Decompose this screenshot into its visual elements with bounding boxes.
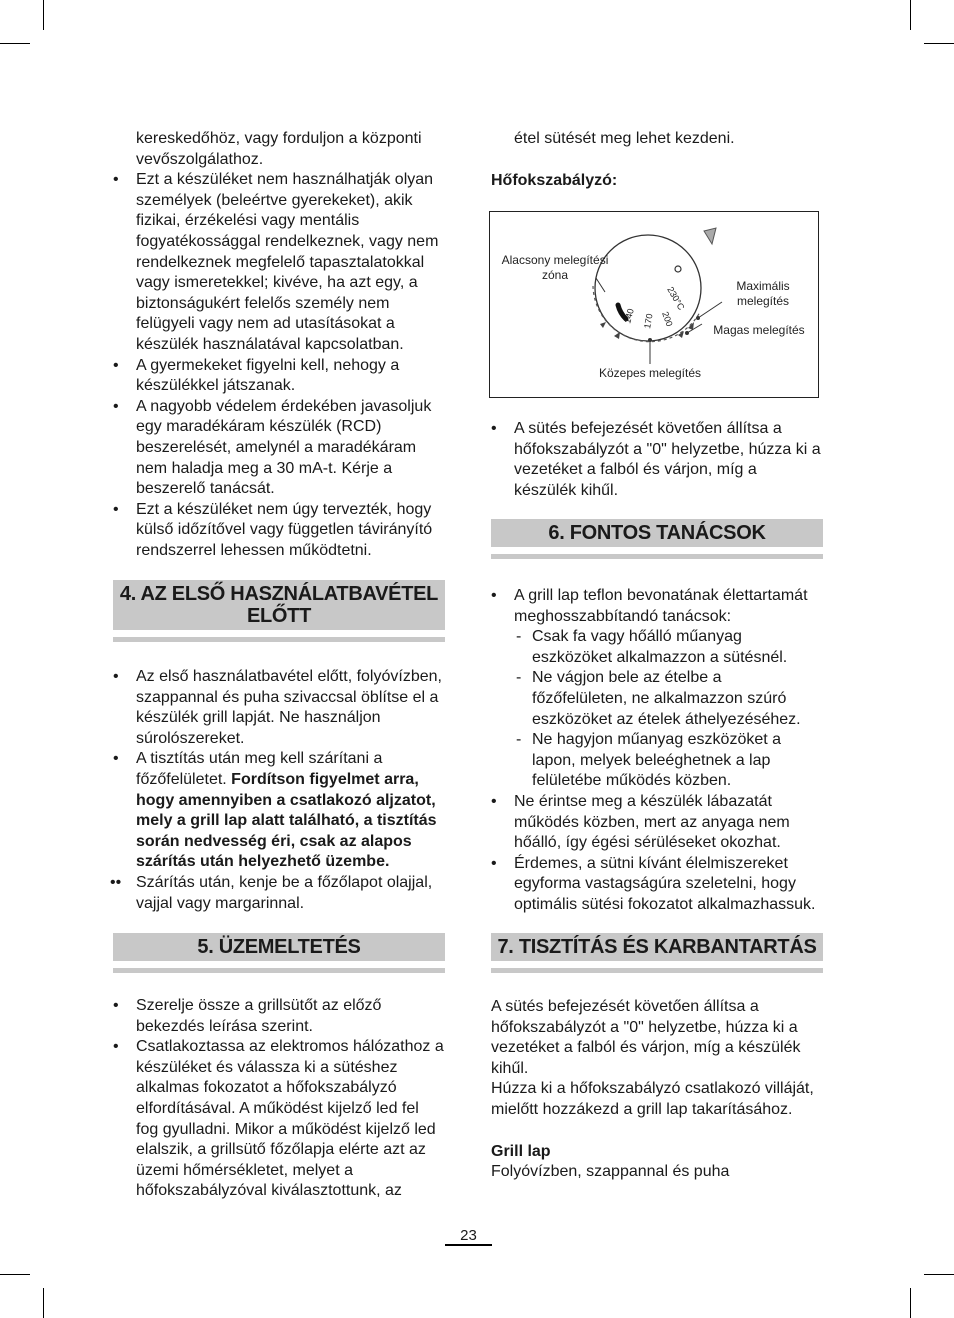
scale-label: 170 bbox=[642, 312, 655, 330]
thermostat-dial-diagram bbox=[489, 211, 819, 398]
list-item: • Csatlakoztassa az elektromos hálózathoz a készüléket és válassza ki a sütéshez alkalmas fokozatot a hőfokszabályzó elfordításával. A működést kijelző led fel fog gyulladni. Mikor a működést kijelző led elalszik, a grillsütő főzőlapja elérte azt az üzemi hőmérsékletet, melyet a hőfokszabályzóval kiválasztottunk, az bbox=[113, 1038, 444, 1200]
page-number: 23 bbox=[460, 1227, 477, 1244]
scale-label: 140 bbox=[622, 307, 636, 325]
label-low-zone: Alacsony melegítési zóna bbox=[501, 253, 609, 282]
section-4-body bbox=[110, 667, 445, 914]
crop-mark bbox=[910, 0, 911, 30]
label-max-heating: Maximális melegítés bbox=[736, 279, 790, 308]
section-6-heading-block bbox=[491, 519, 823, 559]
crop-mark bbox=[43, 1288, 44, 1318]
section-heading: 7. TISZTÍTÁS ÉS KARBANTARTÁS bbox=[491, 933, 823, 961]
section-7-heading-block bbox=[491, 933, 823, 973]
section-5-heading-block bbox=[113, 933, 445, 973]
list-item: • Érdemes, a sütni kívánt élelmiszereket egyforma vastagságúra szeletelni, hogy optimális sütési fokozatot alkalmazhassuk. bbox=[491, 854, 816, 913]
list-item: • A grill lap teflon bevonatának élettartamát meghosszabbítandó tanácsok: bbox=[491, 587, 808, 625]
intro-continuation: kereskedőhöz, vagy forduljon a központi vevőszolgálathoz. bbox=[136, 130, 422, 168]
heading-rule bbox=[113, 637, 445, 642]
subheading: Grill lap bbox=[491, 1142, 551, 1160]
section-heading: 6. FONTOS TANÁCSOK bbox=[491, 519, 823, 547]
list-item: • Ne érintse meg a készülék lábazatát működés közben, mert az anyaga nem hőálló, így égési sérüléseket okozhat. bbox=[491, 792, 790, 852]
paragraph: Folyóvízben, szappannal és puha bbox=[491, 1163, 730, 1181]
dash-item: - Ne hagyjon műanyag eszközöket a lapon, melyek beleéghetnek a lap felületébe működés közben. bbox=[516, 731, 782, 790]
heading-rule bbox=[491, 554, 823, 559]
label-high-heating: Magas melegítés bbox=[713, 323, 805, 337]
crop-mark bbox=[43, 0, 44, 30]
list-item: • A tisztítás után meg kell szárítani a főzőfelületet. Fordítson figyelmet arra, hogy amennyiben a csatlakozó aljzatot, mely a grill lap alatt található, a tisztítás során nedvesség éri, csak az alapos szárítás után helyezhető üzembe. bbox=[113, 750, 437, 871]
heading-rule bbox=[491, 968, 823, 973]
crop-mark bbox=[0, 1274, 30, 1275]
scale-label: 200 bbox=[660, 310, 675, 328]
list-item: • Az első használatbavétel előtt, folyóvízben, szappannal és puha szivaccsal öblítse el a készülék grill lapját. Ne használjon súrolószereket. bbox=[113, 668, 442, 747]
list-item: • A sütés befejezését követően állítsa a hőfokszabályzót a "0" helyzetbe, húzza ki a vezetéket a falból és várjon, míg a készülék kihűl. bbox=[491, 420, 821, 499]
list-item: • Szerelje össze a grillsütőt az előző bekezdés leírása szerint. bbox=[113, 997, 382, 1035]
paragraph: A sütés befejezését követően állítsa a hőfokszabályzót a "0" helyzetbe, húzza ki a vezetéket a falból és várjon, míg a készülék kihűl. bbox=[491, 998, 801, 1077]
section-6-body bbox=[491, 586, 821, 916]
operation-continuation: étel sütését meg lehet kezdeni. bbox=[514, 130, 735, 147]
section-7-body bbox=[491, 997, 823, 1183]
section-heading: 4. AZ ELSŐ HASZNÁLATBAVÉTEL ELŐTT bbox=[113, 580, 445, 630]
crop-mark bbox=[0, 43, 30, 44]
list-item: •• Szárítás után, kenje be a főzőlapot olajjal, vajjal vagy margarinnal. bbox=[110, 873, 433, 912]
crop-mark bbox=[910, 1288, 911, 1318]
list-item: • Ezt a készüléket nem használhatják olyan személyek (beleértve gyerekeket), akik fizikai, érzékelési vagy mentális fogyatékossággal rendelkeznek, vagy nem rendelkeznek megfelelő tapasztalatokkal vagy ismeretekkel; kivéve, ha azt egy, a biztonságukért felelős személy nem felügyeli vagy nem ad utasításokat a készülék használatával kapcsolatban. bbox=[113, 171, 439, 353]
thermostat-title: Hőfokszabályzó: bbox=[491, 171, 618, 189]
left-column bbox=[113, 129, 445, 561]
dash-item: - Csak fa vagy hőálló műanyag eszközöket alkalmazzon a sütésnél. bbox=[516, 628, 788, 666]
scale-label: 230°C bbox=[665, 285, 687, 312]
heading-rule bbox=[113, 968, 445, 973]
section-heading: 5. ÜZEMELTETÉS bbox=[113, 933, 445, 961]
dash-item: - Ne vágjon bele az ételbe a főzőfelületen, ne alkalmazzon szúró eszközöket az ételek áthelyezéséhez. bbox=[516, 669, 801, 728]
page-number-rule bbox=[445, 1244, 492, 1246]
crop-mark bbox=[924, 43, 954, 44]
list-item: • Ezt a készüléket nem úgy tervezték, hogy külső időzítővel vagy független távirányító rendszerrel lehessen működtetni. bbox=[113, 500, 433, 559]
paragraph: Húzza ki a hőfokszabályzó csatlakozó villáját, mielőtt hozzákezd a grill lap takarításához. bbox=[491, 1080, 814, 1118]
list-item: • A nagyobb védelem érdekében javasoljuk egy maradékáram készülék (RCD) beszerelését, amelynél a maradékáram nem haladja meg a 30 mA-t. Kérje a beszerelő tanácsát. bbox=[113, 397, 432, 498]
label-mid-heating: Közepes melegítés bbox=[598, 366, 702, 380]
right-column bbox=[491, 129, 821, 191]
after-dial-text bbox=[491, 419, 821, 501]
section-5-body bbox=[113, 996, 445, 1202]
crop-mark bbox=[924, 1274, 954, 1275]
section-4-heading-block bbox=[113, 580, 445, 642]
list-item: • A gyermekeket figyelni kell, nehogy a készülékkel játszanak. bbox=[113, 356, 400, 395]
